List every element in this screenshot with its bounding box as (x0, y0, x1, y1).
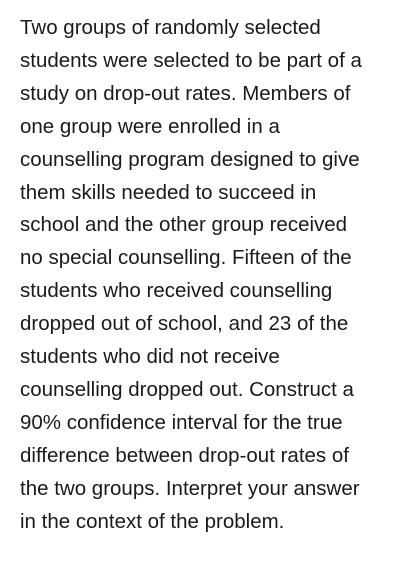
problem-statement (20, 12, 398, 539)
problem-line: one group were enrolled in a (20, 114, 280, 138)
problem-line: dropped out of school, and 23 of the (20, 312, 349, 336)
problem-line: Two groups of randomly selected (20, 16, 321, 39)
problem-line: counselling dropped out. Construct a (20, 377, 354, 401)
problem-line: 90% confidence interval for the true (20, 410, 343, 434)
problem-line: the two groups. Interpret your answer (20, 476, 360, 500)
problem-line: counselling program designed to give (20, 147, 360, 171)
problem-line: no special counselling. Fifteen of the (20, 246, 352, 270)
problem-line: students were selected to be part of a (20, 48, 362, 72)
problem-line: in the context of the problem. (20, 509, 285, 533)
problem-line: school and the other group received (20, 213, 348, 237)
problem-line: difference between drop-out rates of (20, 443, 349, 467)
problem-line: students who received counselling (20, 279, 333, 303)
problem-line: students who did not receive (20, 345, 280, 369)
problem-line: study on drop-out rates. Members of (20, 81, 351, 105)
problem-line: them skills needed to succeed in (20, 180, 317, 204)
